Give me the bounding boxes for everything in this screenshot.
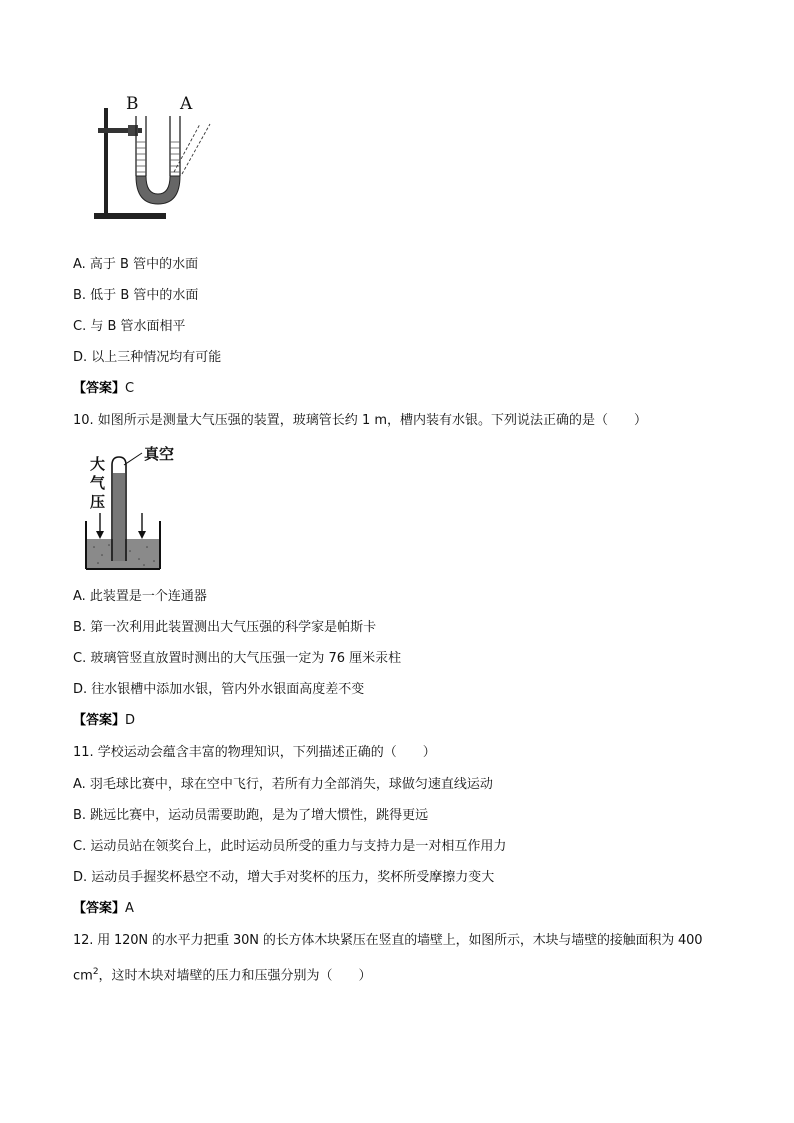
q10-stem: 10. 如图所示是测量大气压强的装置，玻璃管长约 1 m，槽内装有水银。下列说法正确的是（ ） (73, 413, 648, 428)
q11-answer (73, 900, 134, 918)
q10-answer-label: 【答案】 (73, 713, 126, 728)
pressure-char-1: 大 (90, 455, 106, 473)
q12-stem-tail: ，这时木块对墙壁的压力和压强分别为（ ） (98, 968, 372, 984)
q12-stem-line2 (73, 963, 372, 985)
q9-answer-value: C (125, 381, 135, 396)
q10-option-b: B. 第一次利用此装置测出大气压强的科学家是帕斯卡 (73, 620, 377, 635)
q10-answer (73, 712, 135, 730)
q12-unit-exponent: 2 (92, 967, 99, 977)
q12-unit: cm (73, 968, 93, 984)
pressure-char-2: 气 (90, 474, 106, 492)
vacuum-label: 真空 (144, 445, 175, 463)
q11-option-b: B. 跳远比赛中，运动员需要助跑，是为了增大惯性，跳得更远 (73, 808, 429, 823)
barometer-figure (84, 443, 184, 571)
pressure-char-3: 压 (90, 493, 106, 511)
q10-option-a: A. 此装置是一个连通器 (73, 589, 207, 604)
q10-option-c: C. 玻璃管竖直放置时测出的大气压强一定为 76 厘米汞柱 (73, 651, 402, 666)
q9-answer-label: 【答案】 (73, 381, 126, 396)
q9-answer (73, 380, 134, 398)
q9-option-d: D. 以上三种情况均有可能 (73, 350, 222, 365)
q11-answer-value: A (125, 901, 134, 916)
q9-option-a: A. 高于 B 管中的水面 (73, 257, 199, 272)
q10-answer-value: D (125, 713, 136, 728)
q11-stem: 11. 学校运动会蕴含丰富的物理知识，下列描述正确的（ ） (73, 745, 436, 760)
q11-option-c: C. 运动员站在领奖台上，此时运动员所受的重力与支持力是一对相互作用力 (73, 839, 507, 854)
tube-b-label: B (126, 94, 139, 114)
q9-option-c: C. 与 B 管水面相平 (73, 319, 186, 334)
u-tube-figure (92, 94, 222, 224)
q11-answer-label: 【答案】 (73, 901, 126, 916)
q9-option-b: B. 低于 B 管中的水面 (73, 288, 199, 303)
q11-option-d: D. 运动员手握奖杯悬空不动，增大手对奖杯的压力，奖杯所受摩擦力变大 (73, 870, 495, 885)
q12-stem-line1: 12. 用 120N 的水平力把重 30N 的长方体木块紧压在竖直的墙壁上，如图所示，木块与墙壁的接触面积为 400 (73, 933, 703, 948)
q11-option-a: A. 羽毛球比赛中，球在空中飞行，若所有力全部消失，球做匀速直线运动 (73, 777, 493, 792)
q10-option-d: D. 往水银槽中添加水银，管内外水银面高度差不变 (73, 682, 365, 697)
tube-a-label: A (180, 94, 193, 114)
